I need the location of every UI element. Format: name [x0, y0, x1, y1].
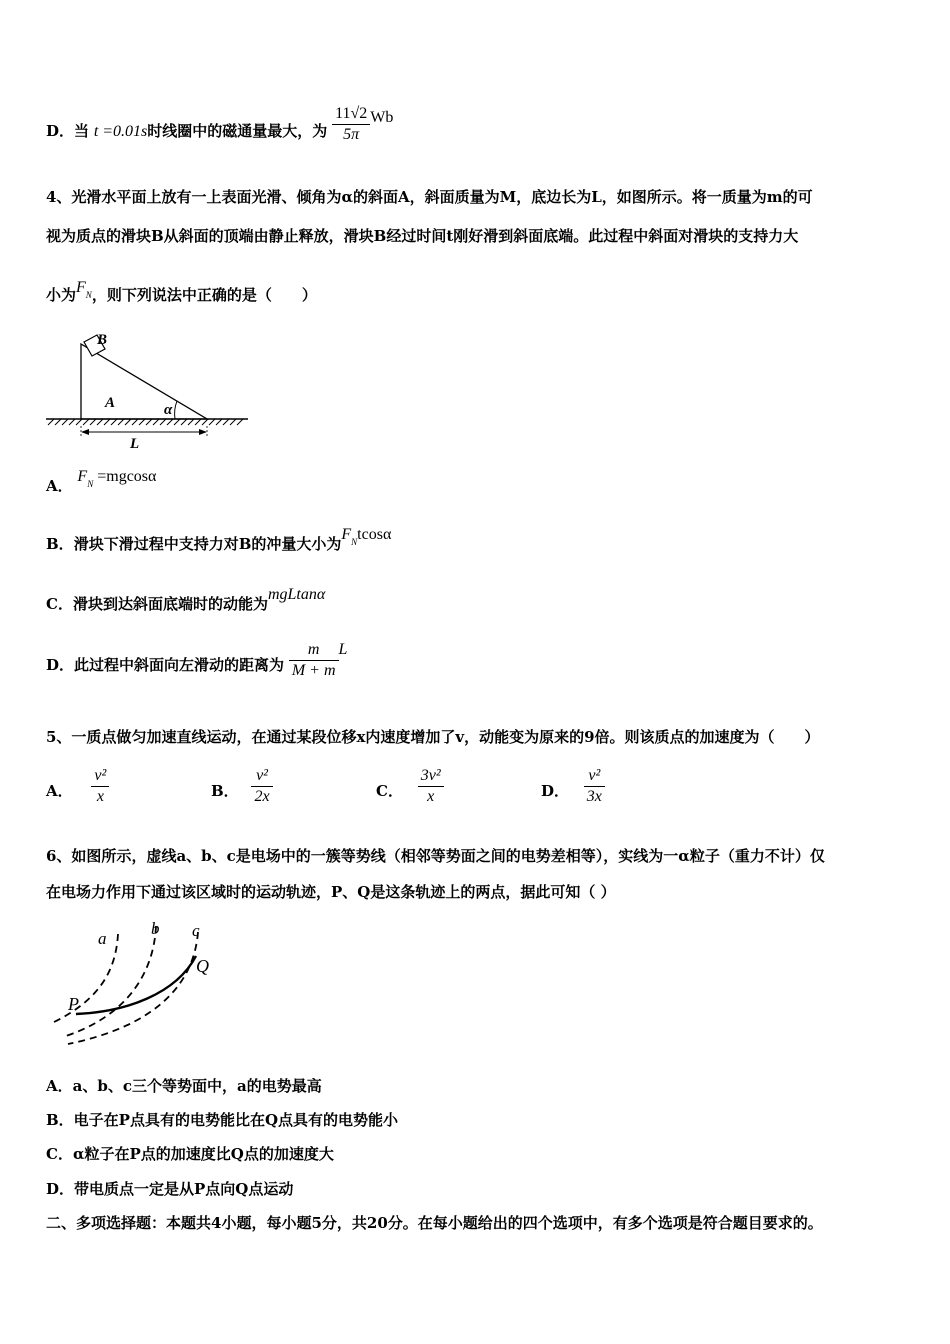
q6-fig-label-q: Q — [196, 956, 209, 976]
q3-optd-pre: 当 — [74, 122, 90, 140]
q5-option-d — [541, 762, 605, 808]
q3-optd-frac-den: 5π — [343, 125, 360, 143]
q6-fig-label-p: P — [68, 994, 79, 1014]
q6-stem-line2: 在电场力作用下通过该区域时的运动轨迹，P、Q是这条轨迹上的两点，据此可知（ ） — [46, 883, 616, 901]
q3-optd-label: D． — [46, 122, 75, 140]
q5-opta-fraction — [91, 766, 109, 807]
q4-optb-expr: tcosα — [357, 526, 392, 543]
q5-optb-den: 2x — [254, 787, 270, 805]
section-2-heading: 二、多项选择题：本题共4小题，每小题5分，共20分。在每小题给出的四个选项中，有多个选项是符合题目要求的。 — [46, 1214, 823, 1232]
q6-field-figure — [46, 914, 226, 1050]
q5-stem: 5、一质点做匀加速直线运动，在通过某段位移x内速度增加了v，动能变为原来的9倍。则该质点的加速度为（ ） — [46, 728, 820, 746]
q5-opta-den: x — [96, 787, 104, 805]
q5-option-a — [46, 762, 109, 808]
q4-fig-label-alpha: α — [164, 402, 173, 418]
q6-option-a: A．a、b、c三个等势面中，a的电势最高 — [46, 1077, 322, 1095]
q4-stem-line1: 4、光滑水平面上放有一上表面光滑、倾角为α的斜面A，斜面质量为M，底边长为L，如图所示。将一质量为m的可 — [46, 188, 813, 206]
q5-optd-den: 3x — [586, 787, 602, 805]
q6-option-b: B．电子在P点具有的电势能比在Q点具有的电势能小 — [46, 1111, 399, 1129]
q4-option-b — [46, 524, 391, 570]
q4-optd-frac-num: m — [289, 640, 339, 661]
q4-optc-text: 滑块到达斜面底端时的动能为 — [72, 595, 268, 613]
q5-optc-label: C． — [376, 782, 403, 800]
q3-optd-unit: Wb — [370, 109, 394, 126]
q4-optb-label: B． — [46, 535, 74, 553]
q3-optd-t: t =0.01s — [93, 123, 148, 140]
q4-line3-post: ，则下列说法中正确的是（ ） — [91, 286, 317, 304]
q6-fig-label-a: a — [98, 929, 107, 948]
q4-stem-line2: 视为质点的滑块B从斜面的顶端由静止释放，滑块B经过时间t刚好滑到斜面底端。此过程中斜面对滑块的支持力大 — [46, 227, 799, 245]
q4-line3-sym: F — [76, 279, 86, 296]
q4-fig-label-b: B — [97, 332, 108, 348]
q4-optc-expr: mgLtanα — [267, 586, 326, 603]
q4-line3-pre: 小为 — [46, 286, 77, 304]
q5-opta-num: v² — [91, 766, 109, 787]
q4-incline-figure — [44, 326, 254, 452]
q4-optc-label: C． — [46, 595, 73, 613]
q3-optd-frac-num: 11√2 — [332, 104, 370, 125]
q6-fig-label-b: b — [151, 919, 160, 938]
q5-option-b — [211, 762, 273, 808]
q4-optd-text: 此过程中斜面向左滑动的距离为 — [74, 656, 285, 674]
q5-opta-label: A． — [46, 782, 73, 800]
q6-stem-line1: 6、如图所示，虚线a、b、c是电场中的一簇等势线（相邻等势面之间的电势差相等），实线为一α粒子（重力不计）仅 — [46, 847, 825, 865]
q5-optd-num: v² — [584, 766, 605, 787]
q5-optc-den: x — [427, 787, 435, 805]
q4-optb-sym: F — [341, 526, 352, 543]
q4-fig-label-a: A — [105, 395, 116, 411]
q4-option-a — [46, 466, 156, 512]
q5-optc-num: 3v² — [418, 766, 444, 787]
q5-optb-fraction — [251, 766, 272, 807]
q4-stem-line3 — [46, 280, 317, 316]
q4-optd-label: D． — [46, 656, 75, 674]
q5-optd-fraction — [584, 766, 605, 807]
q5-optc-fraction — [418, 766, 444, 807]
q4-optd-after: L — [338, 641, 348, 658]
q4-optd-fraction — [289, 640, 339, 681]
q4-opta-sub: N — [87, 479, 94, 489]
q4-opta-label: A． — [46, 477, 73, 495]
q3-option-d — [46, 106, 393, 156]
q3-optd-mid: 时线圈中的磁通量最大，为 — [147, 122, 328, 140]
q3-optd-fraction — [332, 104, 370, 145]
q4-opta-expr: =mgcosα — [93, 468, 157, 485]
q5-optb-num: v² — [251, 766, 272, 787]
q6-option-c: C．α粒子在P点的加速度比Q点的加速度大 — [46, 1145, 334, 1163]
q4-option-d — [46, 642, 347, 689]
q4-option-c — [46, 584, 325, 625]
q6-option-d: D．带电质点一定是从P点向Q点运动 — [46, 1180, 294, 1198]
q5-option-c — [376, 762, 444, 808]
q4-fig-label-l: L — [130, 436, 140, 452]
q4-opta-sym: F — [77, 468, 88, 485]
q6-fig-label-c: c — [192, 921, 200, 940]
q4-optb-sub: N — [351, 537, 358, 547]
q4-line3-sub: N — [85, 290, 92, 300]
q4-optd-frac-den: M + m — [291, 661, 336, 679]
q5-optb-label: B． — [211, 782, 239, 800]
q4-optb-text: 滑块下滑过程中支持力对B的冲量大小为 — [73, 535, 342, 553]
q5-optd-label: D． — [541, 782, 570, 800]
